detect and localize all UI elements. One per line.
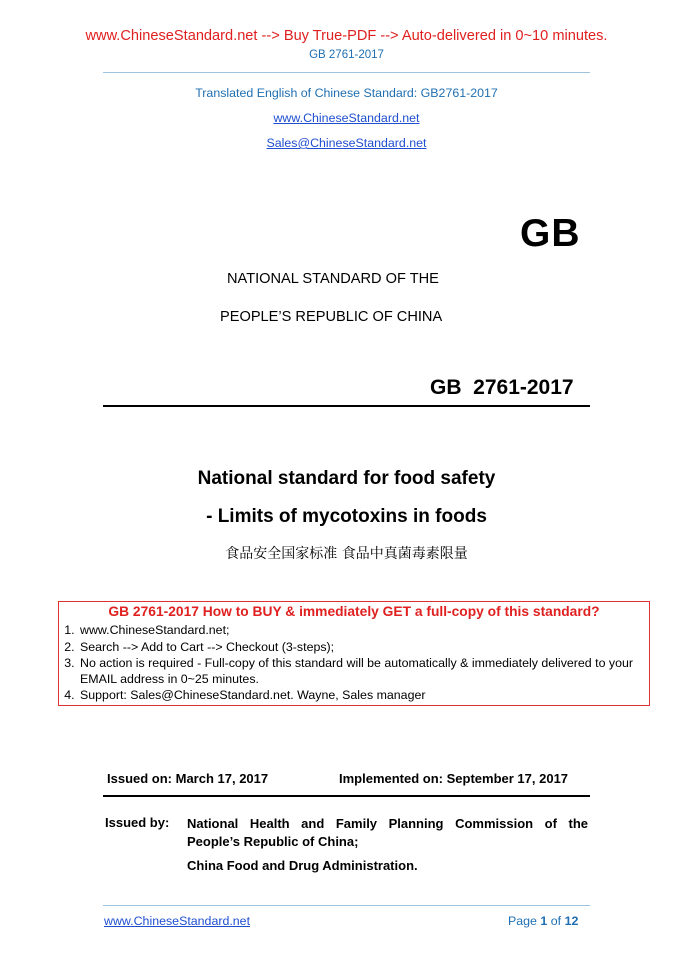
buy-step-4: 4. Support: Sales@ChineseStandard.net. Wayne, Sales manager — [78, 687, 649, 703]
promo-banner[interactable]: www.ChineseStandard.net --> Buy True-PDF --> Auto-delivered in 0~10 minutes. — [85, 28, 608, 44]
implemented-on: Implemented on: September 17, 2017 — [339, 771, 569, 786]
page-label: Page — [508, 914, 537, 928]
dates-rule — [103, 795, 590, 797]
buy-step-2: 2. Search --> Add to Cart --> Checkout (3-steps); — [78, 639, 649, 655]
page-total: 12 — [564, 914, 579, 928]
issued-by-label: Issued by: — [105, 815, 170, 830]
title-line2: - Limits of mycotoxins in foods — [206, 506, 487, 527]
national-standard-line2: PEOPLE’S REPUBLIC OF CHINA — [220, 309, 443, 325]
title-chinese: 食品安全国家标准 食品中真菌毒素限量 — [225, 546, 468, 562]
standard-number-rule — [103, 405, 590, 407]
page-indicator — [508, 914, 578, 928]
buy-step-1[interactable]: 1. www.ChineseStandard.net; — [78, 622, 649, 638]
footer-divider — [103, 905, 590, 906]
buy-steps-list — [59, 622, 649, 703]
buy-box-title: GB 2761-2017 How to BUY & immediately GET a full-copy of this standard? — [108, 604, 600, 619]
footer-website-link[interactable]: www.ChineseStandard.net — [104, 914, 251, 928]
email-link[interactable]: Sales@ChineseStandard.net — [266, 136, 427, 150]
translated-line: Translated English of Chinese Standard: GB2761-2017 — [195, 86, 498, 100]
issuer-nhfpc: National Health and Family Planning Commission of the People’s Republic of China; — [187, 816, 588, 849]
header-divider — [103, 72, 590, 73]
header-doc-code: GB 2761-2017 — [309, 49, 384, 61]
buy-instructions-box — [58, 601, 650, 706]
page-current: 1 — [540, 914, 548, 928]
national-standard-line1: NATIONAL STANDARD OF THE — [227, 271, 439, 287]
page-of: of — [550, 914, 562, 928]
title-line1: National standard for food safety — [197, 468, 496, 489]
website-link[interactable]: www.ChineseStandard.net — [273, 111, 420, 125]
gb-logo: GB — [520, 212, 581, 255]
standard-number: GB 2761-2017 — [430, 376, 574, 399]
issued-on: Issued on: March 17, 2017 — [107, 771, 269, 786]
issuer-cfda: China Food and Drug Administration. — [187, 858, 418, 873]
buy-step-3: 3. No action is required - Full-copy of this standard will be automatically & immediately delivered to your EMAIL address in 0~25 minutes. — [78, 655, 649, 688]
